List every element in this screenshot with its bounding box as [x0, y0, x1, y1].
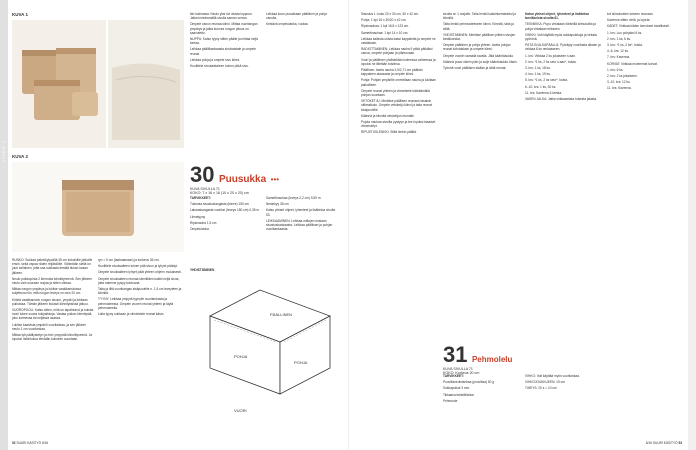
paragraph: LEIKKAAMINEN: Leikkaa mittojen mukaan sisustuskankaasta. Leikkaa pääliinan ja pohjan vuorikankaasta. [266, 218, 333, 232]
paragraph: Käännä ja kiinnitä vetoketjun reunalle. [361, 113, 415, 118]
paragraph: Pohja: 1 kpl 16 x 30/20 x 42 cm. [361, 18, 407, 23]
paragraph: TEKNIIKKA: Pupu virkataan kiinteillä silmukoilla ja pohja virkataan erikseen. [525, 22, 596, 31]
col3-intro [190, 12, 260, 70]
basket-illustration [12, 162, 184, 252]
paragraph: Mittaa tyti päällystetyn ja rivin ympyrää kiinnittyneenä. Ja lopuksi ristiinlukua tehdään kolmeen suuntaan. [12, 333, 93, 342]
paragraph: 3. krs: *1 ks, 2 ks*, toista. [607, 43, 643, 48]
list-item: Samettinauhaa (leveys 2,2 cm) 5,90 m [266, 196, 321, 200]
yhdistaminen-heading: YHDISTÄMINEN [190, 268, 215, 272]
col1-body [12, 258, 94, 343]
paragraph: koi silmukoiden toiseen reunaan. [607, 12, 654, 16]
paragraph: 4. krs: 1 ks, 19 ks. [525, 72, 551, 77]
paragraph: Huolittele sivukaistaleen toinen pitkä sivu. [190, 64, 249, 69]
paragraph: Pujota nauhaa sivuilta pystyyn ja tee lopuksi tasaiset viimeistelyt. [361, 120, 436, 129]
cloth-illustration [108, 20, 184, 148]
list-item: Ompelulanka [190, 227, 209, 232]
paragraph: VETOKETJU: Merkitse päällisen reunaan tasaisin välimatkoin. Ompele vetoketju kiinni ja taita reunat sisäpuolelle. [361, 99, 432, 112]
list-item: Tukevaa sisustuslangasta (kierre) 150 cm [190, 202, 249, 207]
side-tab [0, 0, 8, 450]
paragraph: NUPPU: Katso tyyny sitten päälle ja mittaa neljä kertaa. [190, 37, 258, 46]
pattern-title: Puusukka [218, 174, 267, 185]
paragraph: 2. krs: 2 ks jokaiseen. [607, 74, 638, 79]
col4-mid [266, 196, 338, 233]
list-item: Sukkapuikot 3 mm [443, 386, 470, 391]
right-col3 [525, 12, 601, 103]
right-col3b [525, 374, 601, 393]
title-block-31 [443, 344, 523, 375]
yhdistaminen-heading-wrap [190, 268, 250, 274]
list-item: Pehmuste [443, 398, 458, 403]
paragraph: 11. krs: Kavenna. [607, 86, 632, 91]
paragraph: 3.-10. krs: 12 ks. [607, 80, 631, 85]
right-col2 [443, 12, 519, 72]
paragraph: Ompele päällinen ja pohja yhteen. Aseta pohjan reunat kohdakkain ja ompele kiinni. [443, 43, 511, 52]
paragraph: VASEN JALKA: Jatka virkkaamista toisesta jalasta. [525, 97, 598, 102]
title-dots: ••• [270, 175, 280, 184]
diagram-label-pohja: POHJA [234, 354, 248, 359]
paragraph: Laita tyyny sukkaan ja viimeistele reunat käsin. [98, 312, 165, 317]
pattern-subtitle: KUVA SIVULLA 71 [190, 187, 220, 191]
paragraph: Taita lenkki pehmusteeseen kiinni. Kiinnitä, taita ja silitä. [443, 22, 514, 31]
right-side-tab [688, 0, 696, 450]
paragraph: Neulo puikkopinta 2 kierrosta kiinnittyneenä. Sen jälkeen neulo vain suoraan nurjaa ja sitten oikeaa. [12, 276, 92, 286]
paragraph: Leikkaa koon pusukkaan päällinen ja pohja vanulla. [266, 12, 327, 21]
paragraph: Ompele vanun reunaa kiinni. Mittaa vuorilangan ympärys ja jatka kunnes rungon pituus on saavutettu. [190, 22, 258, 35]
list-item: Tikkaava tekstiililanka [443, 392, 474, 397]
paragraph: Ompele vuoriin samalla tavalla. Jätä kääntöaukko. [443, 53, 515, 58]
paragraph: sivulta cn 1 nurjalle. Taita lenkki kaksinkertaiseksi ja kiinnitä. [443, 12, 516, 21]
right-col4 [607, 12, 683, 93]
pattern-subtitle: KUVA SIVULLA 71 [443, 367, 473, 371]
paragraph: 5. krs: *1 ks, 2 ks seur*, toista. [525, 78, 568, 83]
paragraph: Mittaa rungon ympärys ja lukitse vaakikansioissa suljettuna niin, että rungon leveys on noin 20 cm. [12, 287, 82, 296]
pattern-diagram-svg [190, 276, 340, 428]
page-number: 52 [12, 441, 16, 445]
side-tab-label: VIHKO 1 [1, 140, 6, 163]
paragraph: Pohja: Pohjan ympärille ommellaan nauha ja lukitaan paikoilleen. [361, 78, 436, 87]
paragraph: YHDISTÄMINEN: Merkitse päällisen pitkien sivujen keskikohdat. [443, 32, 516, 42]
page-number: 53 [678, 441, 682, 445]
paragraph: Ripsinauhaa: 1 kpl 16,5 x 123 cm. [361, 24, 410, 29]
paragraph: Samettinauhaa: 1 kpl 14 x 10 cm. [361, 30, 409, 35]
list-item: Ripsinauha 1,5 cm [190, 220, 217, 225]
list-item: Liimatyyny [190, 214, 206, 219]
paragraph: Työnnä vuori päällisen sisään ja silitä reunat. [443, 66, 507, 71]
paragraph: tän kulmassa. Neulo yksi rivi alusta loppuun. Jatka leveämmällä sivulla saman verran. [190, 12, 253, 21]
paragraph: Sisustus 1: koko 20 x 30 cm, 50 x 42 cm. [361, 12, 419, 16]
paragraph: Vuori ja päällinen yhdistetään kolmessa vaiheessa ja lopuksi ne liitetään toisiinsa. [361, 57, 436, 66]
tarvikkeet-heading: TARVIKKEET: [190, 196, 211, 200]
pattern-number: 31 [443, 342, 468, 367]
paragraph: Ompele reunat yhteen ja viimeistele kääntämällä pohjan suuntaan. [361, 88, 430, 98]
title-block-30 [190, 164, 340, 195]
baskets-photo [12, 20, 106, 148]
paragraph: 7. krs: Kavenna. [607, 55, 631, 60]
cloth-photo [108, 20, 184, 148]
kuva1-label: KUVA 1 [12, 12, 29, 17]
paragraph: Leikkaa päällikankaasta sivukaistale ja ompele reunat. [190, 47, 256, 56]
pattern-size: KOKO: 7 x 16 x 16 (10 x 20 x 20) cm [190, 191, 249, 195]
baskets-illustration [12, 20, 106, 148]
paragraph: Leikkaa pohja ja ompele sivu kiinni. [190, 57, 240, 62]
paragraph: Katso yleiset ohjeet, lyhenteet ja lisätietoa tarvikkeista sivulta 61. [525, 12, 589, 21]
paragraph: Katso yleiset ohjeet, lyhenteet ja lisätietoa sivulta 53. [266, 208, 336, 217]
tarvikkeet-col [190, 196, 262, 233]
left-footer [12, 441, 48, 445]
paragraph: RADIOTTAMINEN: Leikkaa nauha 9 pitkä pätkäksi vanua, ompele pohjaan ja yläreunaan. [361, 47, 433, 56]
paragraph: KORVAT: Virkkaa molemmat korvat. [607, 61, 658, 66]
paragraph: KÄDET: Virkkaa käden kerrokset tavallisesti. [607, 24, 670, 29]
paragraph: 1. krs: Virkkaa 2 ks jokaiseen s:aan. [525, 53, 576, 58]
footer-text: SUURI KÄSITYÖ 6/16 [16, 441, 49, 445]
paragraph: Kestävä ompelulanka, vuolaa [266, 22, 308, 27]
list-item: Lakanakangasta vuoriksi (leveys 150 cm) 0,35 m [190, 208, 260, 213]
paragraph: RUNKO: Sukkaa palvelkytyvällä 35 cm kokoisille jatkoille ensin, sekä vapaa niiden reijästöille. Vähintään siellä on juuri sellainen, jotta osa sukkasta kestää tiukan kasan jälkeen. [12, 258, 93, 275]
list-item: Puuvillaneulelankaa (puuvillaa) 50 g [443, 380, 495, 385]
diagram-label-vuori: VUORI [234, 408, 247, 413]
paragraph: Päällinen: Aseta nauha 2,5/2,71 cm päähän kappaleen alaosasta ja ompele kiinni. [361, 68, 423, 77]
tarvikkeet-heading: TARVIKKEET: [443, 374, 464, 378]
paragraph: VIHKO: Voit käyttää myös vuorilankaa. [525, 374, 580, 378]
basket-photo [12, 162, 184, 252]
right-footer [646, 441, 682, 445]
col4-intro [266, 12, 338, 29]
paragraph: Lukitse kaaivista ympäröi vuorilankaa, ja sen jälkeen neulo 1 cm vuorilankaa. [12, 322, 87, 331]
paragraph: ryn = 5 cm (laahaamaan) ja korkeus 36 cm. [98, 258, 160, 262]
diagram-label-paallinen: PÄÄLLINEN [270, 312, 293, 317]
paragraph: 1. krs: 6 ks. [607, 67, 624, 72]
diagram-label-pohja-2: POHJA [294, 360, 308, 365]
footer-text: 6/16 SUURI KÄSITYÖ [645, 441, 678, 445]
right-page [348, 0, 696, 450]
paragraph: Kavenna sitten vielä, ja lopeta. [607, 18, 651, 23]
paragraph: TYYNY: Leikkaa ympyrä tyynylle vuorilankasta ja pehmusteesta. Ompele vuoren reunat yhteen ja täytä pehmusteella. [98, 297, 174, 310]
paragraph: 6.-10. krs: 1 ks, 30 ks. [525, 84, 557, 89]
pattern-size: KOKO: Korkeus 20 cm [443, 371, 480, 375]
paragraph: Ompele sivuksaiteen lyhyet päät yhteen ohjeen mukaisesti. [98, 270, 182, 275]
paragraph: 2. krs: *1 ks, 2 ks seur s:aan*, toista. [525, 59, 577, 64]
paragraph: VUOROPUOLI: Katso sitten, mitä on tapahtunut ja kuinka moni tukee suuria tukipaikkoja. Vastaa puikon kiinnitystä, joko kolmessa tai neljässä osassa. [12, 308, 94, 321]
paragraph: VINKKI: Voit käyttää myös sukkapuikkoja ja virkata pyörönä. [525, 32, 597, 42]
paragraph: RIPUSTUSLENKKI: Silitä lenkin päältä. [361, 130, 417, 135]
paragraph: Huolittele sivuksaiteen toinen pää sivun ja lyhyet päädyt. [98, 264, 178, 269]
paragraph: Ompele sivuksaiteen reunaa kiinnittäen kaikki neljä sivua, jotta rakenne pysyy tukevana. [98, 276, 180, 285]
paragraph: 4.-6. krs: 12 ks. [607, 49, 629, 54]
paragraph: VIHKOJOUKKUEEN: 15 cm [525, 380, 565, 385]
paragraph: 2. krs: 1 ks, 6 ks. [607, 36, 631, 41]
kuva2-label: KUVA 2 [12, 154, 29, 159]
paragraph: Kiristä vaakikansion rungon sisuun, ympäri ja lukitaan puikoissa. Tämän jälkeen tiukasti kiinnityksissä jatkuu. [12, 297, 89, 306]
col2-body [98, 258, 184, 318]
paragraph: TIHEYS: 20 s = 10 cm [525, 386, 557, 391]
paragraph: Leikkaa kaikista osista kaksi kappaletta ja ompele ne vastakkain. [361, 36, 436, 46]
paragraph: 11. krs: Kavenna 6 kertaa. [525, 90, 562, 95]
pattern-title: Pehmolelu [471, 355, 513, 364]
list-item: Nestekyy 35 cm [266, 202, 289, 207]
paragraph: Käännä pussi oikein päin ja sulje kääntöaukko käsin. [443, 59, 518, 64]
paragraph: Taita ja liitä vuorikangas sisäpuolelle n. 1,5 cm leveyteen ja kiinnitä. [98, 287, 182, 296]
paragraph: 1. krs: Luo pohjaksi 6 ks. [607, 30, 643, 35]
pattern-diagram [190, 276, 340, 428]
right-col1 [361, 12, 437, 137]
pattern-number: 30 [190, 162, 215, 187]
paragraph: PÄTÄ IN ALKAPÄÄLLÄ: Pyöräyty vuorilasta alkaen ja virkkaa 6 ks renkaaseen. [525, 43, 601, 52]
right-tarvikkeet [443, 374, 521, 405]
paragraph: 3. krs: 1 ks, 18 ks. [525, 66, 551, 71]
